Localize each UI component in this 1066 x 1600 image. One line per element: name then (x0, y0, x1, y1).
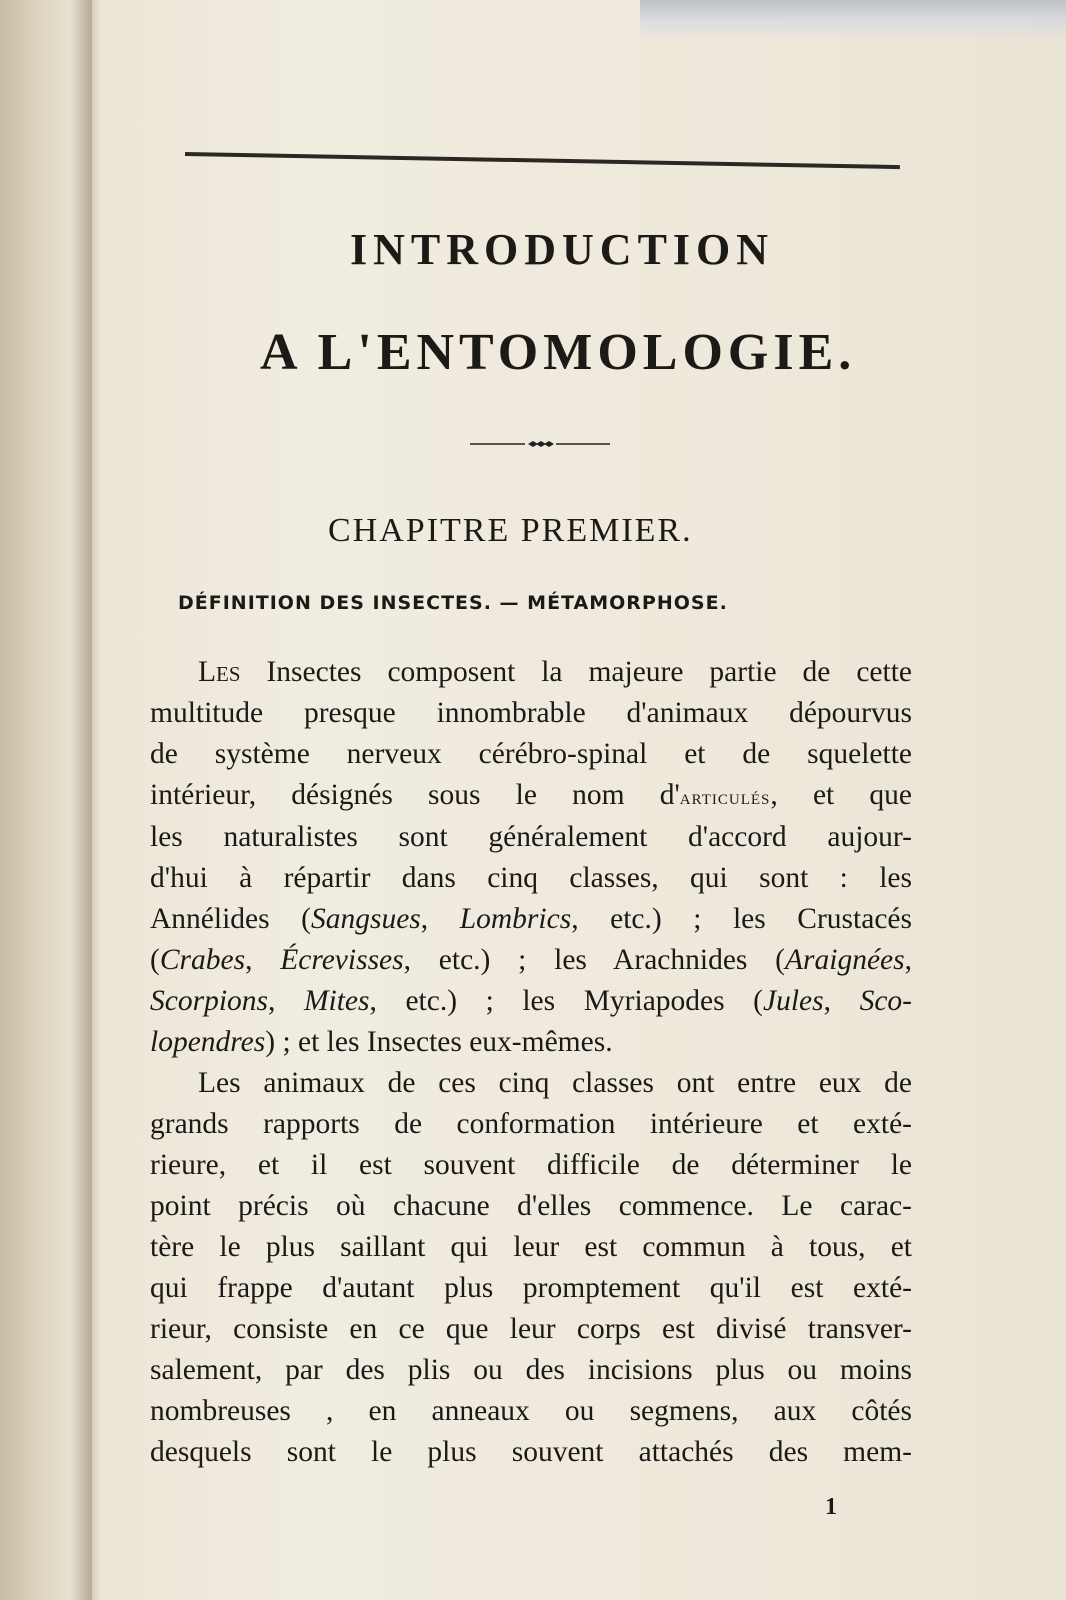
text-line (150, 652, 912, 693)
text-line: Les animaux de ces cinq classes ont entre eux de (198, 1067, 912, 1099)
chapter-title: CHAPITRE PREMIER. (328, 512, 693, 549)
text-line: qui frappe d'autant plus promptement qu'il est exté- (150, 1272, 912, 1304)
text-span: , etc.) ; les Crustacés (571, 903, 912, 935)
ornament-divider (470, 440, 610, 448)
italic-term: Sangsues (310, 903, 421, 935)
italic-term: Crabes (159, 944, 246, 976)
italic-term: Mites (303, 985, 370, 1017)
italic-term: Jules (763, 985, 824, 1017)
text-span: , etc.) ; les Arachnides ( (403, 944, 785, 976)
section-heading: DÉFINITION DES INSECTES. — MÉTAMORPHOSE. (178, 592, 728, 614)
text-line: grands rapports de conformation intérieure et exté- (150, 1108, 912, 1140)
text-span: ( (150, 944, 160, 976)
text-line: rieur, consiste en ce que leur corps est divisé transver- (150, 1313, 912, 1345)
text-span: , et que (770, 779, 912, 811)
text-line: d'hui à répartir dans cinq classes, qui sont : les (150, 862, 912, 894)
text-span: , (420, 903, 460, 935)
text-span: , (823, 985, 860, 1017)
italic-term: Scorpions (150, 985, 268, 1017)
text-line: salement, par des plis ou des incisions plus ou moins (150, 1354, 912, 1386)
title-line-2: A L'ENTOMOLOGIE. (260, 324, 857, 381)
header-rule (185, 152, 900, 169)
text-span: Insectes composent la majeure partie de cette (240, 656, 912, 688)
title-line-1: INTRODUCTION (350, 225, 775, 274)
page-number: 1 (825, 1494, 837, 1520)
text-line (150, 899, 912, 940)
text-line: nombreuses , en anneaux ou segmens, aux côtés (150, 1395, 912, 1427)
text-line: desquels sont le plus souvent attachés des mem- (150, 1436, 912, 1468)
text-line: multitude presque innombrable d'animaux dépourvus (150, 697, 912, 729)
drop-word: Les (198, 656, 241, 688)
text-span: , (268, 985, 304, 1017)
italic-term: Sco- (859, 985, 913, 1017)
text-line: les naturalistes sont généralement d'accord aujour- (150, 821, 912, 853)
text-span: , (245, 944, 281, 976)
left-page-edge (0, 0, 92, 1600)
text-span: Annélides ( (150, 903, 311, 935)
text-line: de système nerveux cérébro-spinal et de squelette (150, 738, 912, 770)
book-page (100, 0, 1066, 1600)
text-line: point précis où chacune d'elles commence. Le carac- (150, 1190, 912, 1222)
italic-term: Écrevisses (280, 944, 404, 976)
body-text (150, 652, 912, 1473)
text-span: , etc.) ; les Myriapodes ( (369, 985, 764, 1017)
text-span: ) ; et les Insectes eux-mêmes. (265, 1026, 613, 1058)
text-line: tère le plus saillant qui leur est commun à tous, et (150, 1231, 912, 1263)
small-caps-term: articulés (679, 784, 771, 809)
text-span: , (904, 944, 912, 976)
text-line (150, 940, 912, 981)
italic-term: Araignées (785, 944, 905, 976)
text-line: rieure, et il est souvent difficile de déterminer le (150, 1149, 912, 1181)
text-span: intérieur, désignés sous le nom d' (150, 779, 680, 811)
italic-term: lopendres (150, 1026, 266, 1058)
text-line (150, 1022, 912, 1063)
text-line (150, 981, 912, 1022)
italic-term: Lombrics (459, 903, 572, 935)
text-line (150, 775, 912, 817)
